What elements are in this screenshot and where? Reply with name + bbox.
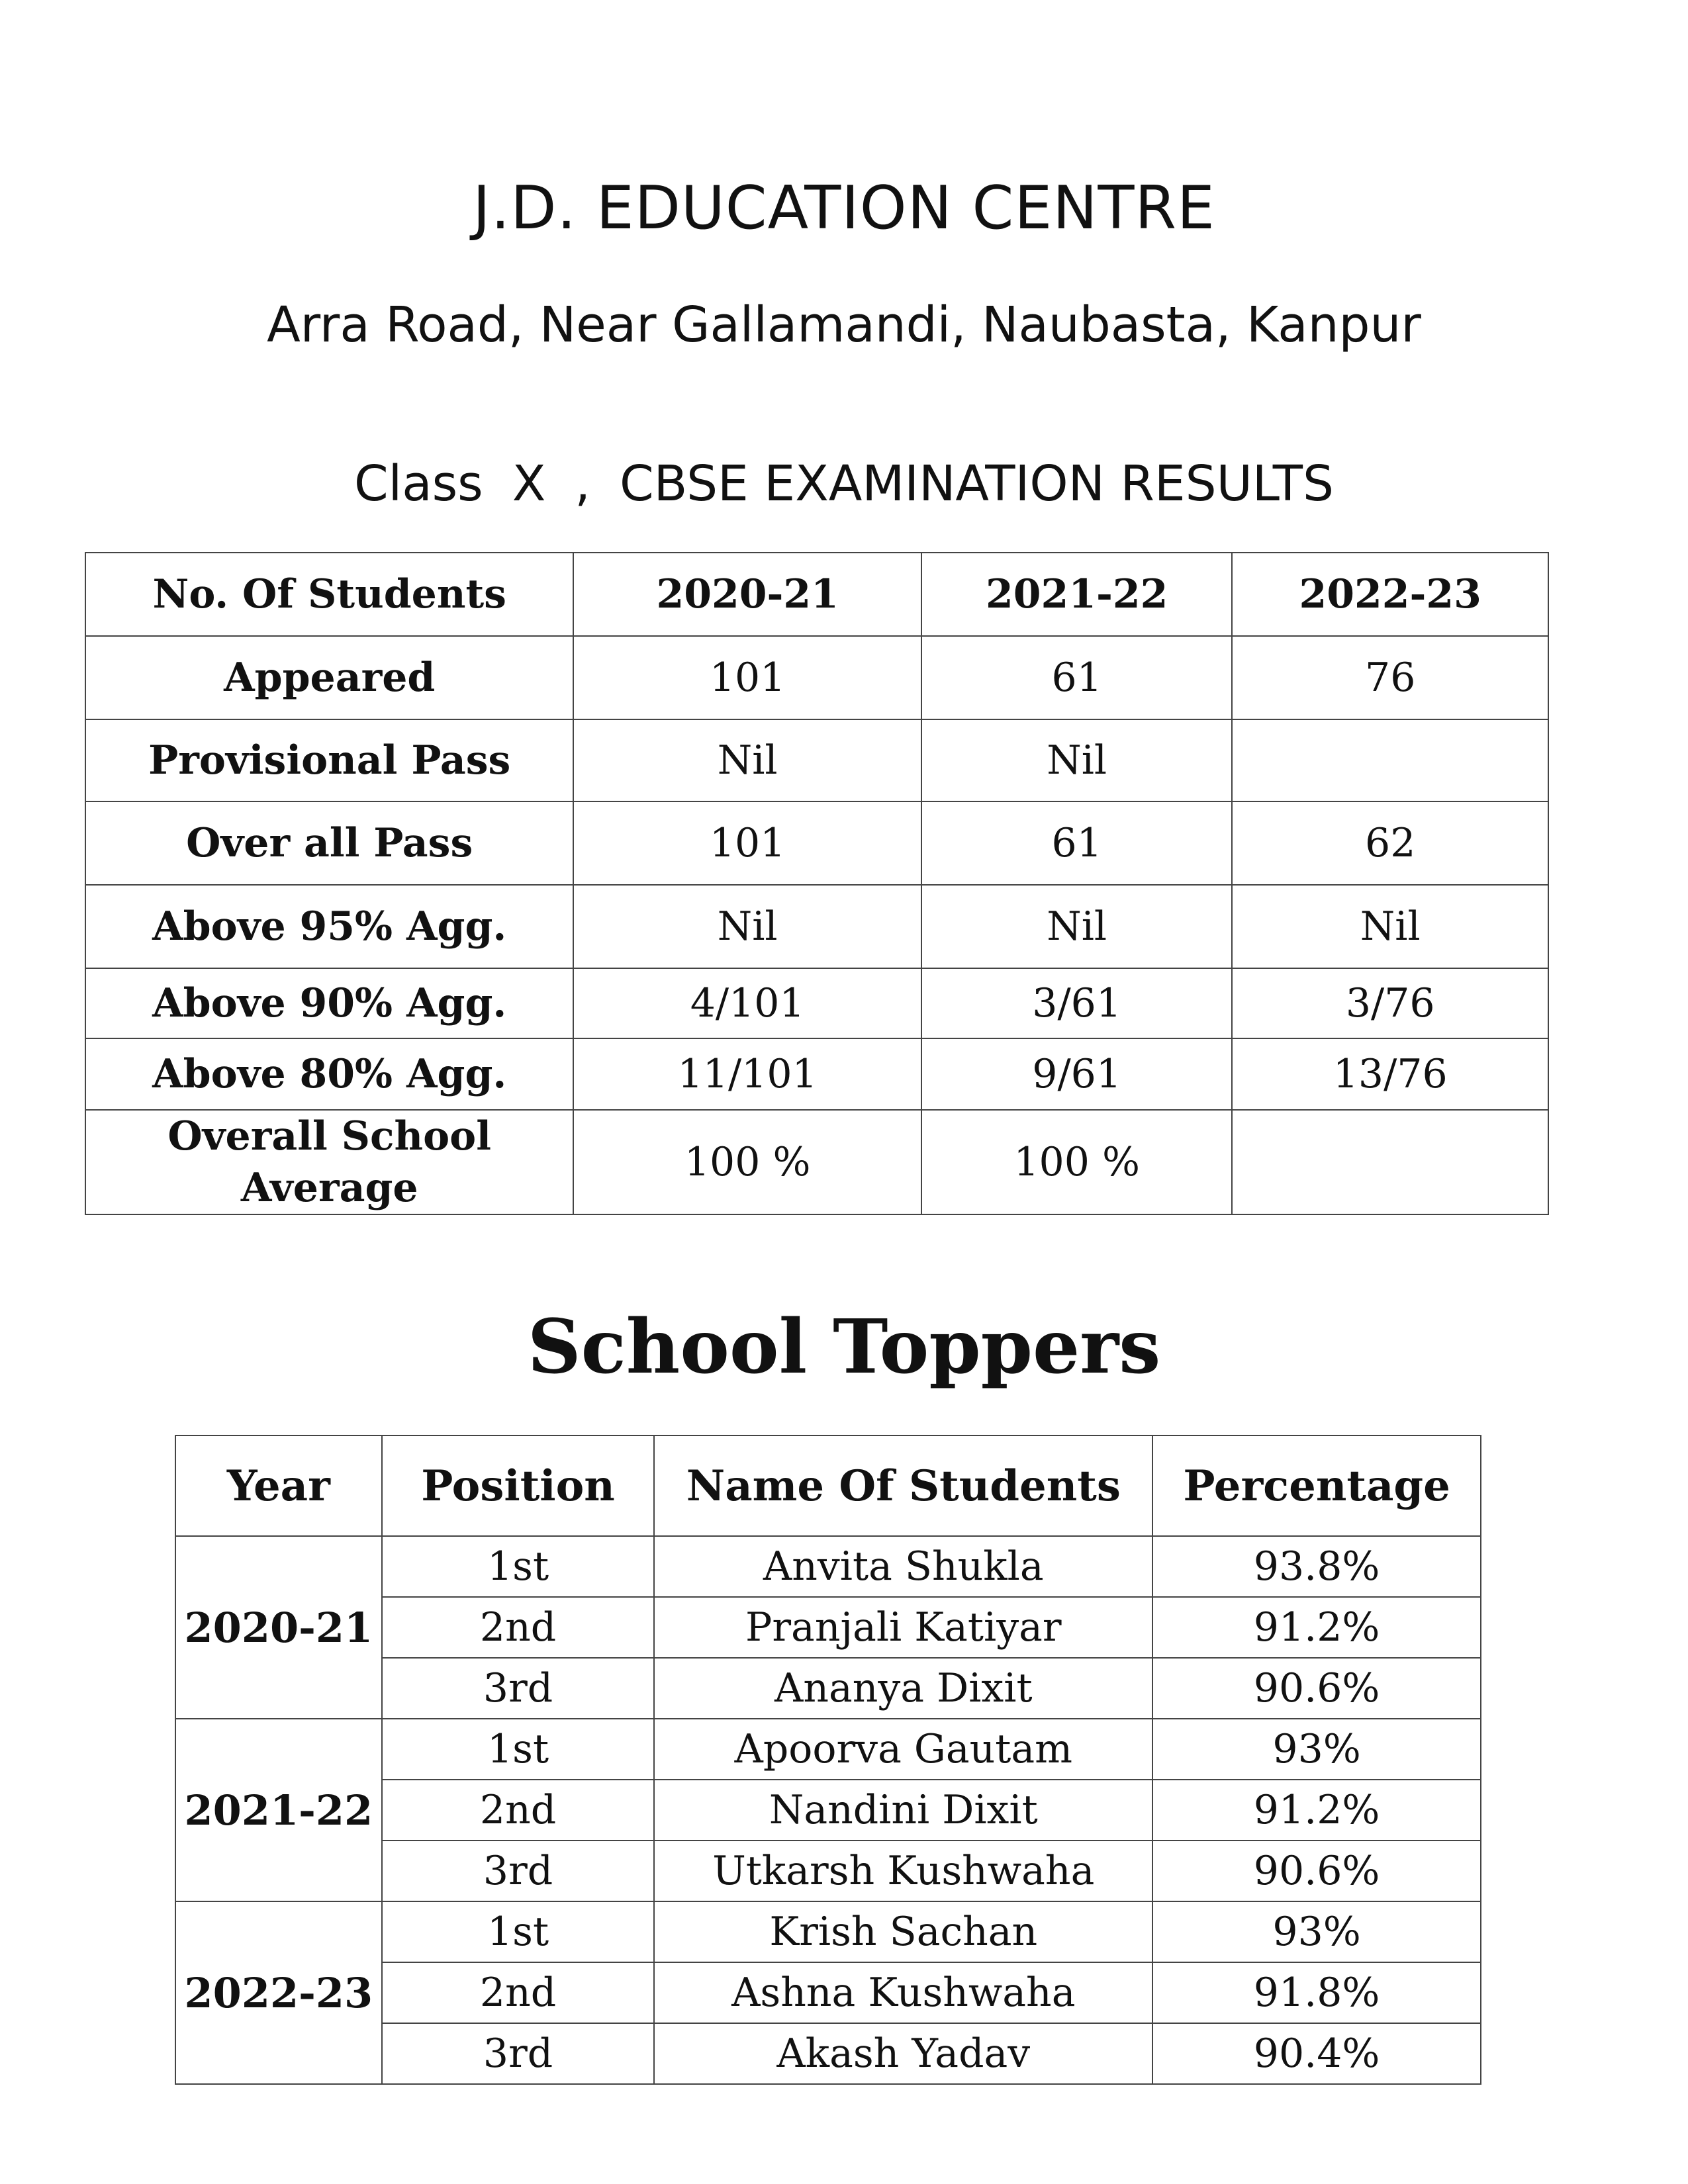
topper-row bbox=[175, 1901, 1481, 1962]
topper-position: 3rd bbox=[382, 1658, 655, 1719]
subtitle-class: Class bbox=[354, 455, 483, 512]
results-table bbox=[85, 552, 1549, 1215]
topper-position: 2nd bbox=[382, 1597, 655, 1658]
results-row bbox=[85, 719, 1548, 801]
topper-row bbox=[175, 1536, 1481, 1597]
results-header-cell: 2022-23 bbox=[1232, 553, 1548, 636]
topper-name: Utkarsh Kushwaha bbox=[654, 1841, 1152, 1901]
topper-position: 2nd bbox=[382, 1962, 655, 2023]
toppers-header-cell: Name Of Students bbox=[654, 1435, 1152, 1536]
topper-percentage: 90.6% bbox=[1152, 1841, 1481, 1901]
toppers-header-cell: Percentage bbox=[1152, 1435, 1481, 1536]
row-label: Over all Pass bbox=[85, 801, 573, 885]
topper-position: 1st bbox=[382, 1536, 655, 1597]
results-row bbox=[85, 1110, 1548, 1214]
topper-percentage: 93.8% bbox=[1152, 1536, 1481, 1597]
result-value: 61 bbox=[921, 636, 1233, 719]
results-row bbox=[85, 1038, 1548, 1110]
topper-name: Anvita Shukla bbox=[654, 1536, 1152, 1597]
topper-position: 1st bbox=[382, 1719, 655, 1780]
school-address: Arra Road, Near Gallamandi, Naubasta, Kanpur bbox=[267, 296, 1421, 353]
results-header-row bbox=[85, 553, 1548, 636]
results-row bbox=[85, 636, 1548, 719]
row-label: Appeared bbox=[85, 636, 573, 719]
subtitle-class-x: X bbox=[512, 455, 546, 512]
topper-name: Akash Yadav bbox=[654, 2023, 1152, 2084]
topper-position: 2nd bbox=[382, 1780, 655, 1841]
topper-year: 2020-21 bbox=[175, 1536, 382, 1719]
results-subtitle bbox=[0, 455, 1688, 512]
row-label-line: Average bbox=[240, 1165, 418, 1211]
result-value: 62 bbox=[1232, 801, 1548, 885]
row-label: Above 80% Agg. bbox=[85, 1038, 573, 1110]
topper-position: 1st bbox=[382, 1901, 655, 1962]
school-name: J.D. EDUCATION CENTRE bbox=[473, 173, 1215, 243]
results-header-cell: 2021-22 bbox=[921, 553, 1233, 636]
topper-year: 2022-23 bbox=[175, 1901, 382, 2084]
topper-name: Ashna Kushwaha bbox=[654, 1962, 1152, 2023]
result-value: Nil bbox=[921, 719, 1233, 801]
topper-position: 3rd bbox=[382, 2023, 655, 2084]
result-value: 100 % bbox=[573, 1110, 921, 1214]
topper-name: Krish Sachan bbox=[654, 1901, 1152, 1962]
results-row bbox=[85, 801, 1548, 885]
topper-percentage: 91.2% bbox=[1152, 1780, 1481, 1841]
topper-percentage: 90.6% bbox=[1152, 1658, 1481, 1719]
result-value: 101 bbox=[573, 801, 921, 885]
result-value: 100 % bbox=[921, 1110, 1233, 1214]
results-header-cell: 2020-21 bbox=[573, 553, 921, 636]
topper-percentage: 90.4% bbox=[1152, 2023, 1481, 2084]
row-label: Above 95% Agg. bbox=[85, 885, 573, 968]
result-value bbox=[1232, 719, 1548, 801]
toppers-header-cell: Position bbox=[382, 1435, 655, 1536]
subtitle-exam: CBSE EXAMINATION RESULTS bbox=[619, 455, 1334, 512]
result-value: Nil bbox=[573, 719, 921, 801]
results-row bbox=[85, 968, 1548, 1038]
topper-name: Pranjali Katiyar bbox=[654, 1597, 1152, 1658]
result-value bbox=[1232, 1110, 1548, 1214]
toppers-header-row bbox=[175, 1435, 1481, 1536]
topper-position: 3rd bbox=[382, 1841, 655, 1901]
toppers-table bbox=[175, 1435, 1481, 2085]
result-value: 3/61 bbox=[921, 968, 1233, 1038]
result-value: Nil bbox=[573, 885, 921, 968]
result-value: 4/101 bbox=[573, 968, 921, 1038]
result-value: 76 bbox=[1232, 636, 1548, 719]
toppers-title: School Toppers bbox=[527, 1304, 1161, 1390]
result-value: 13/76 bbox=[1232, 1038, 1548, 1110]
row-label: Above 90% Agg. bbox=[85, 968, 573, 1038]
result-value: 101 bbox=[573, 636, 921, 719]
result-value: 9/61 bbox=[921, 1038, 1233, 1110]
topper-percentage: 91.2% bbox=[1152, 1597, 1481, 1658]
results-row bbox=[85, 885, 1548, 968]
results-header-cell: No. Of Students bbox=[85, 553, 573, 636]
subtitle-comma: , bbox=[575, 455, 590, 512]
result-value: Nil bbox=[921, 885, 1233, 968]
topper-row bbox=[175, 1719, 1481, 1780]
topper-year: 2021-22 bbox=[175, 1719, 382, 1901]
row-label: Provisional Pass bbox=[85, 719, 573, 801]
row-label-line: Overall School bbox=[167, 1113, 491, 1160]
topper-percentage: 91.8% bbox=[1152, 1962, 1481, 2023]
topper-name: Apoorva Gautam bbox=[654, 1719, 1152, 1780]
result-value: Nil bbox=[1232, 885, 1548, 968]
topper-name: Ananya Dixit bbox=[654, 1658, 1152, 1719]
result-value: 3/76 bbox=[1232, 968, 1548, 1038]
row-label bbox=[85, 1110, 573, 1214]
topper-name: Nandini Dixit bbox=[654, 1780, 1152, 1841]
result-value: 61 bbox=[921, 801, 1233, 885]
toppers-header-cell: Year bbox=[175, 1435, 382, 1536]
topper-percentage: 93% bbox=[1152, 1719, 1481, 1780]
topper-percentage: 93% bbox=[1152, 1901, 1481, 1962]
result-value: 11/101 bbox=[573, 1038, 921, 1110]
